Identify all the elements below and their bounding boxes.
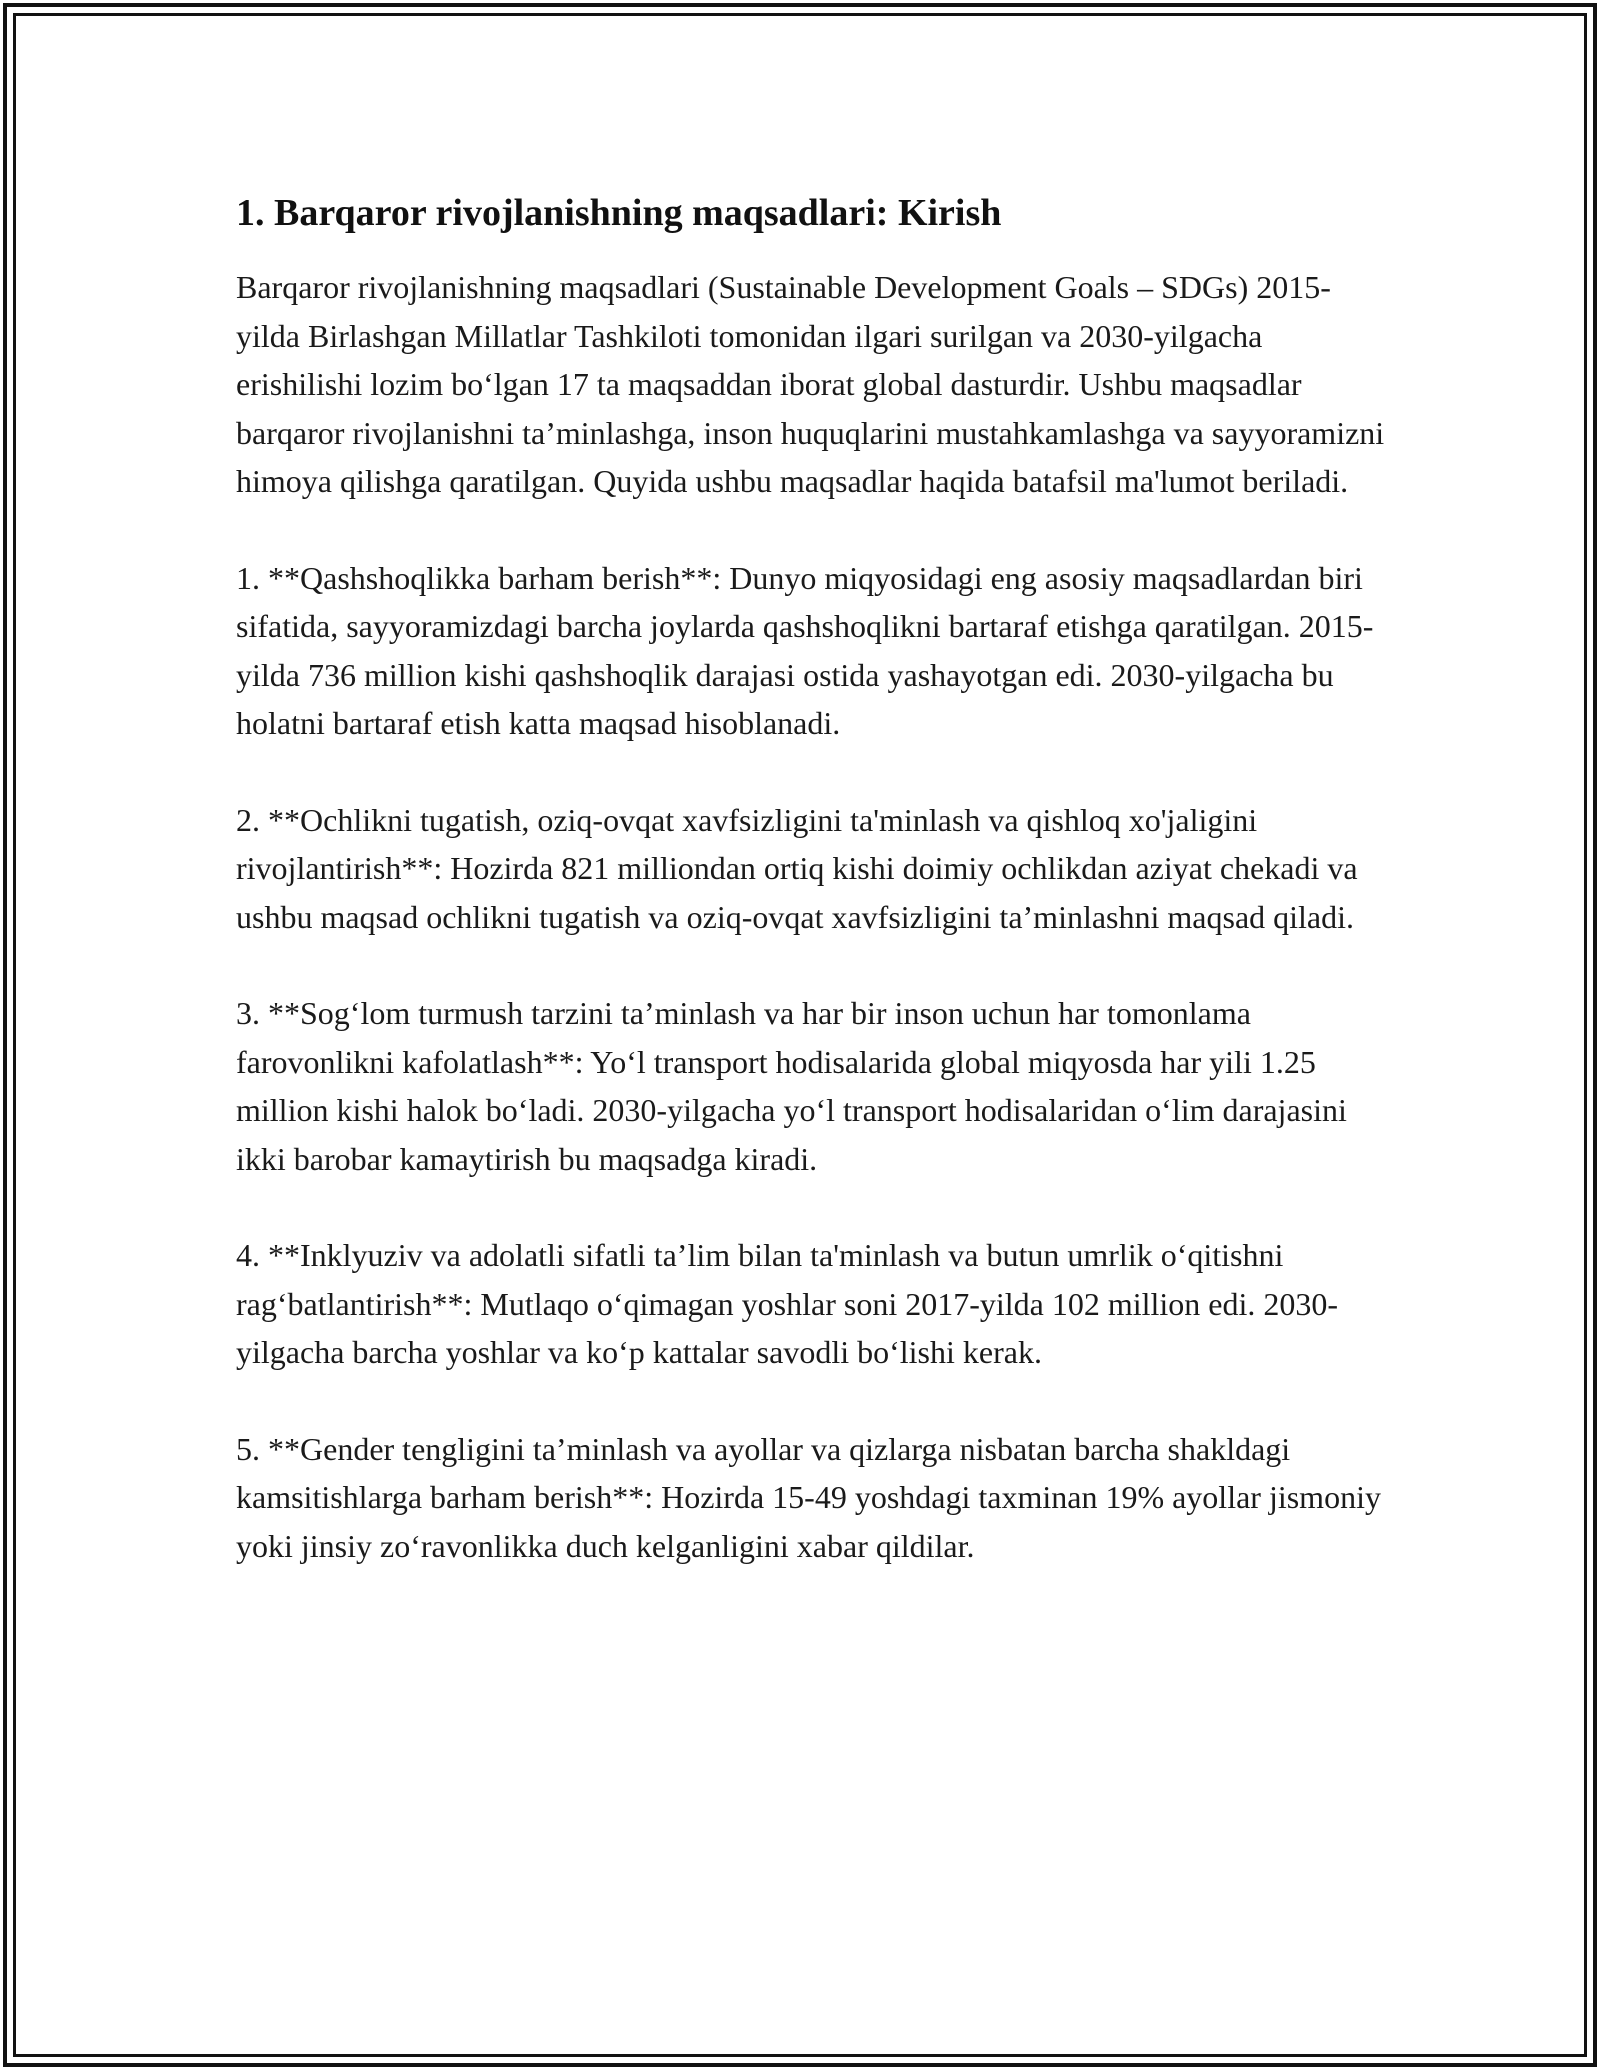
goal-paragraph-1: 1. **Qashshoqlikka barham berish**: Dunyo miqyosidagi eng asosiy maqsadlardan biri sifatida, sayyoramizdagi barcha joylarda qashshoqlikni bartaraf etishga qaratilgan. 2015-yilda 736 million kishi qashshoqlik darajasi ostida yashayotgan edi. 2030-yilgacha bu holatni bartaraf etish katta maqsad hisoblanadi. (236, 559, 1374, 741)
goal-paragraph-3: 3. **Sog‘lom turmush tarzini ta’minlash va har bir inson uchun har tomonlama farovonlikni kafolatlash**: Yo‘l transport hodisalarida global miqyosda har yili 1.25 million kishi halok bo‘ladi. 2030-yilgacha yo‘l transport hodisalaridan o‘lim darajasini ikki barobar kamaytirish bu maqsadga kiradi. (236, 995, 1347, 1177)
goal-paragraph-2: 2. **Ochlikni tugatish, oziq-ovqat xavfsizligini ta'minlash va qishloq xo'jaligini rivojlantirish**: Hozirda 821 milliondan ortiq kishi doimiy ochlikdan aziyat chekadi va ushbu maqsad ochlikni tugatish va oziq-ovqat xavfsizligini ta’minlashni maqsad qiladi. (236, 801, 1358, 935)
goal-paragraph-4: 4. **Inklyuziv va adolatli sifatli ta’lim bilan ta'minlash va butun umrlik o‘qitishni rag‘batlantirish**: Mutlaqo o‘qimagan yoshlar soni 2017-yilda 102 million edi. 2030-yilgacha barcha yoshlar va ko‘p kattalar savodli bo‘lishi kerak. (236, 1237, 1339, 1370)
document-body (236, 185, 1386, 1570)
document-title: 1. Barqaror rivojlanishning maqsadlari: Kirish (236, 192, 1002, 234)
intro-paragraph: Barqaror rivojlanishning maqsadlari (Sustainable Development Goals – SDGs) 2015-yilda Birlashgan Millatlar Tashkiloti tomonidan ilgari surilgan va 2030-yilgacha erishilishi lozim bo‘lgan 17 ta maqsaddan iborat global dasturdir. Ushbu maqsadlar barqaror rivojlanishni ta’minlashga, inson huquqlarini mustahkamlashga va sayyoramizni himoya qilishga qaratilgan. Quyida ushbu maqsadlar haqida batafsil ma'lumot beriladi. (236, 269, 1385, 499)
goal-paragraph-5: 5. **Gender tengligini ta’minlash va ayollar va qizlarga nisbatan barcha shakldagi kamsitishlarga barham berish**: Hozirda 15-49 yoshdagi taxminan 19% ayollar jismoniy yoki jinsiy zo‘ravonlikka duch kelganligini xabar qildilar. (236, 1430, 1381, 1564)
